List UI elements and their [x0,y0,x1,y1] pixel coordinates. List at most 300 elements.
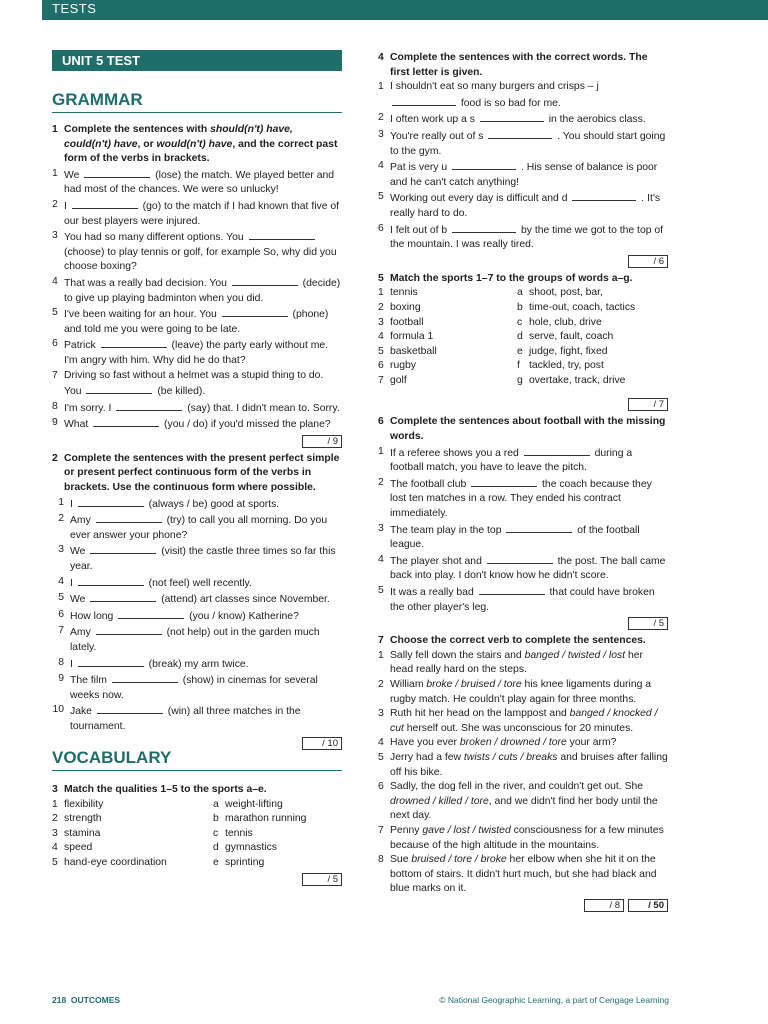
item-text-before: William [390,678,427,690]
item-text-after: . His sense of balance is poor and he can't catch anything! [390,162,658,188]
item-text [390,678,668,707]
match-right [517,286,668,301]
left-column [52,123,342,754]
match-right-text: gymnastics [225,842,277,854]
answer-blank [90,591,156,602]
exercise-1-items [52,167,342,433]
item-text [70,575,342,592]
list-item [378,522,668,553]
match-right-text: tennis [225,827,253,839]
item-number: 6 [58,608,64,620]
item-text [390,190,668,221]
match-left-number: 5 [52,856,58,868]
exercise-5-items [378,286,668,388]
item-text-after: that could have broken the other player's leg. [390,587,655,613]
item-number: 3 [378,128,384,140]
item-number: 3 [58,544,64,556]
match-left-number: 7 [378,374,384,386]
match-right-letter: c [213,827,219,839]
exercise-5-instruction: 5 Match the sports 1–7 to the groups of words a–g. [378,272,633,284]
list-item [52,198,342,229]
verb-choices: broke / bruised / tore [426,678,522,690]
item-text [390,853,668,897]
answer-blank [97,703,163,714]
match-right [517,301,668,316]
item-text-before: You're really out of s [390,130,484,142]
item-number: 8 [58,656,64,668]
item-text-before: I [70,498,73,510]
match-left-number: 4 [378,331,384,343]
item-text [390,780,668,824]
verb-choices: banged / twisted / lost [524,649,626,661]
item-text-before: You had so many different options. You [64,232,244,244]
item-text-before: The film [70,675,107,687]
item-text-after: (you / know) Katherine? [189,610,299,622]
book-title: OUTCOMES [70,995,121,1005]
item-text-before: Amy [70,627,91,639]
item-number: 2 [378,678,384,690]
item-text [70,703,342,734]
answer-blank [118,608,184,619]
answer-blank [524,445,590,456]
list-item [52,275,342,306]
exercise-6-items [378,445,668,616]
exercise-6 [378,415,668,630]
list-item [52,512,342,543]
item-text-before: The team play in the top [390,524,502,536]
item-text-after: (win) all three matches in the tournament. [70,706,301,732]
answer-blank [249,229,315,240]
item-number: 8 [378,854,384,866]
item-text-after: the post. The ball came back into play. I don't know how he didn't score. [390,555,666,582]
item-number: 1 [378,445,384,457]
item-text-after: his knee ligaments during a rugby match. He couldn't play again for three months. [390,678,652,705]
header-tab-label: TESTS [52,1,97,16]
match-left-number: 1 [52,798,58,810]
match-right-letter: a [517,287,523,299]
item-number: 10 [52,704,64,716]
match-left [378,374,517,389]
exercise-1-instruction: 1 Complete the sentences with should(n't) have, could(n't) have, or would(n't) have, and the correct past form of the verbs in brackets. [52,123,342,167]
item-text [64,198,342,229]
item-text-before: Driving so fast without a helmet was a stupid thing to do. You [64,369,324,398]
match-left-number: 4 [52,842,58,854]
item-number: 3 [378,522,384,534]
header-bar [42,0,768,20]
item-number: 9 [52,417,58,429]
item-number: 1 [58,496,64,508]
match-left-number: 3 [52,827,58,839]
answer-blank [572,190,636,201]
item-number: 6 [378,781,384,793]
match-row [378,330,668,345]
exercise-6-instruction: 6 Complete the sentences about football with the missing words. [378,416,666,443]
exercise-3-score: / 5 [302,873,342,886]
item-text [70,656,342,673]
answer-blank [392,95,456,106]
item-text-before: Jake [70,706,92,718]
item-text [390,584,668,615]
item-text-before: The football club [390,478,467,490]
item-text-before: I've been waiting for an hour. You [64,309,217,321]
item-text [390,445,668,476]
list-item [52,400,342,417]
item-text-after: herself out. She was unconscious for 20 minutes. [403,722,634,734]
match-left-text: tennis [390,287,418,299]
exercise-4-items [378,80,668,253]
item-text-after: (decide) to give up playing badminton when you did. [64,277,341,304]
match-left-number: 2 [378,301,384,313]
list-item [378,80,668,111]
right-column [378,51,668,916]
item-text-before: I [70,577,73,589]
list-item [378,736,668,751]
item-text [70,591,342,608]
item-text-before: Sue [390,854,412,866]
item-text-after: (you / do) if you'd missed the plane? [164,419,331,431]
item-text-after: (choose) to play tennis or golf, for example So, why did you choose boxing? [64,246,337,273]
item-number: 6 [378,222,384,234]
item-number: 4 [378,737,384,749]
match-right [213,827,342,842]
match-right-letter: a [213,798,219,810]
item-text-after: (visit) the castle three times so far this year. [70,546,336,573]
answer-blank [78,496,144,507]
item-number: 7 [52,369,58,381]
match-right-letter: g [517,374,523,386]
match-left [378,286,517,301]
match-right-letter: d [517,331,523,343]
item-text-after: (not help) out in the garden much lately. [70,627,320,653]
item-number: 2 [52,198,58,210]
match-left-text: football [390,316,424,328]
answer-blank [452,159,516,170]
match-right [517,345,668,360]
answer-blank [506,522,572,533]
item-text-before: Ruth hit her head on the lamppost and [390,708,570,720]
match-left [52,856,213,871]
exercise-2 [52,452,342,750]
item-text-after: (show) in cinemas for several weeks now. [70,675,318,701]
item-text [390,128,668,159]
list-item [378,853,668,897]
match-row [52,841,342,856]
match-row [378,374,668,389]
exercise-7-score: / 8 [584,899,624,912]
match-right-text: weight-lifting [225,798,283,810]
list-item [378,159,668,190]
item-text-before: Pat is very u [390,162,448,174]
match-left [378,359,517,374]
item-text-after: her elbow when she hit it on the bottom of stairs. It didn't hurt much, but she had black and blue marks on it. [390,854,657,895]
match-right-text: serve, fault, coach [529,331,614,343]
item-text-after: (lose) the match. We played better and had most of the chances. We were so unlucky! [64,169,335,196]
item-number: 5 [378,751,384,763]
vocabulary-heading: VOCABULARY [52,748,342,771]
list-item [378,190,668,221]
match-left-text: golf [390,374,407,386]
answer-blank [222,306,288,317]
list-item [52,703,342,734]
item-text-after: during a football match, you have to leave the pitch. [390,447,633,474]
item-text-after: your arm? [566,737,617,749]
match-row [378,286,668,301]
item-text-after: (always / be) good at sports. [148,498,280,510]
item-text-before: We [70,594,86,606]
verb-choices: broken / drowned / tore [459,737,567,749]
match-left [52,827,213,842]
list-item [378,707,668,736]
footer-page [52,995,120,1005]
item-number: 3 [378,708,384,720]
item-text-after: and bruises after falling off his bike. [390,751,668,778]
item-text-after: . You should start going to the gym. [390,130,666,157]
match-right-letter: d [213,842,219,854]
item-number: 2 [378,476,384,488]
item-number: 4 [378,160,384,172]
item-number: 7 [58,625,64,637]
match-right [213,812,342,827]
item-text [70,496,342,513]
exercise-7-instruction: 7 Choose the correct verb to complete the sentences. [378,635,646,647]
list-item [378,128,668,159]
list-item [378,824,668,853]
list-item [378,445,668,476]
answer-blank [116,400,182,411]
exercise-3-instruction: 3 Match the qualities 1–5 to the sports a–e. [52,784,267,795]
match-left [378,345,517,360]
answer-blank [90,543,156,554]
item-text [70,512,342,543]
item-text [390,159,668,190]
exercise-7-items [378,649,668,897]
exercise-4-instruction: 4 Complete the sentences with the correct words. The first letter is given. [378,52,648,78]
match-right-letter: e [213,856,219,868]
item-text-after: , and we didn't find her body until the next day. [390,795,658,822]
match-left [378,316,517,331]
item-number: 8 [52,400,58,412]
list-item [52,229,342,275]
item-number: 4 [52,275,58,287]
item-text [64,275,342,306]
item-text-after: (leave) the party early without me. I'm angry with him. Why did he do that? [64,340,329,366]
item-text-before: Have you ever [390,737,460,749]
item-text [70,543,342,574]
answer-blank [487,553,553,564]
match-left-text: speed [64,842,93,854]
item-text-before: It was a really bad [390,587,474,598]
grammar-heading: GRAMMAR [52,90,342,113]
match-left-text: stamina [64,827,101,839]
list-item [52,369,342,400]
item-text-before: Sally fell down the stairs and [390,649,525,661]
item-number: 4 [378,553,384,565]
item-text-before: How long [70,610,114,622]
list-item [52,416,342,433]
match-left-number: 6 [378,360,384,372]
answer-blank [78,656,144,667]
exercise-4 [378,51,668,268]
item-text-before: I [70,658,73,670]
item-text-before: If a referee shows you a red [390,447,519,459]
match-row [52,856,342,871]
match-right-letter: f [517,360,520,372]
verb-choices: drowned / killed / tore [390,795,489,807]
list-item [52,624,342,655]
answer-blank [84,167,150,178]
item-text [390,553,668,584]
item-text-after: (try) to call you all morning. Do you ever answer your phone? [70,515,328,541]
item-text-before: That was a really bad decision. You [64,277,227,289]
item-text [390,649,668,678]
item-text [70,608,342,625]
item-text [390,111,668,128]
list-item [378,553,668,584]
list-item [52,337,342,368]
item-text-before: What [64,419,89,431]
match-left-number: 5 [378,345,384,357]
match-right [517,316,668,331]
answer-blank [96,624,162,635]
item-number: 7 [378,824,384,836]
item-text-after: in the aerobics class. [548,114,646,126]
list-item [378,476,668,522]
exercise-2-score: / 10 [302,737,342,750]
item-text-before: I felt out of b [390,224,448,236]
exercise-1-score: / 9 [302,435,342,448]
match-left [52,812,213,827]
answer-blank [112,672,178,683]
item-text-after: the coach because they lost ten matches in a row. They ended his contract immediately. [390,478,652,520]
item-text-after: (attend) art classes since November. [161,594,330,606]
item-text-after: (break) my arm twice. [148,658,249,670]
match-right-text: marathon running [225,813,307,825]
item-text-after: consciousness for a few minutes because of the high altitude in the mountains. [390,824,664,851]
verb-choices: gave / lost / twisted [422,824,511,836]
match-row [52,827,342,842]
list-item [52,672,342,703]
exercise-2-instruction: 2 Complete the sentences with the present perfect simple or present perfect continuous form of the verbs in brackets. Use the continuous form where possible. [52,452,340,494]
answer-blank [86,383,152,394]
item-number: 9 [58,673,64,685]
item-text-after: by the time we got to the top of the mountain. I was really tired. [390,224,664,251]
match-right-text: shoot, post, bar, [529,287,603,299]
item-number: 1 [378,81,384,93]
item-number: 5 [58,592,64,604]
match-right-letter: b [213,813,219,825]
answer-blank [480,111,544,122]
match-row [378,301,668,316]
item-text-after: (not feel) well recently. [148,577,252,589]
list-item [378,780,668,824]
item-number: 4 [58,575,64,587]
item-text-after: her head really hard on the steps. [390,649,643,676]
item-text-after: of the football league. [390,524,640,551]
list-item [52,591,342,608]
match-left-text: boxing [390,301,421,313]
match-left-number: 1 [378,287,384,299]
match-left [378,301,517,316]
match-right-letter: e [517,345,523,357]
list-item [378,649,668,678]
page-number: 218 [52,995,67,1005]
list-item [52,306,342,337]
item-text-before: Penny [390,824,423,836]
item-text [64,306,342,337]
item-number: 6 [52,338,58,350]
list-item [52,543,342,574]
exercise-5 [378,272,668,412]
exercise-1 [52,123,342,448]
answer-blank [479,584,545,595]
list-item [378,111,668,128]
exercise-7 [378,634,668,912]
match-right-text: overtake, track, drive [529,374,626,386]
answer-blank [452,222,516,233]
item-text [64,416,342,433]
item-text-before: Jerry had a few [390,751,464,763]
item-text [64,400,342,417]
match-right-letter: b [517,301,523,313]
answer-blank [488,128,552,139]
item-text-after: . It's really hard to do. [390,193,661,219]
item-text-after: (be killed). [157,386,206,398]
verb-choices: banged / knocked / cut [390,708,658,734]
item-text-before: The player shot and [390,555,482,567]
match-right-text: time-out, coach, tactics [529,301,636,313]
match-right-letter: c [517,316,523,328]
list-item [378,222,668,253]
list-item [378,584,668,615]
list-item [378,751,668,780]
item-text-before: Amy [70,515,91,527]
item-text-after: food is so bad for me. [460,97,561,109]
answer-blank [72,198,138,209]
match-right [213,841,342,856]
item-text [390,222,668,253]
item-number: 1 [378,649,384,661]
match-left [378,330,517,345]
item-text-before: We [70,546,86,558]
match-left-number: 3 [378,316,384,328]
match-left-text: flexibility [64,798,104,810]
item-text-before: I [64,200,67,212]
item-number: 5 [52,307,58,319]
match-row [52,798,342,813]
answer-blank [78,575,144,586]
match-left-text: strength [64,813,102,825]
exercise-3 [52,783,342,890]
match-right [213,856,342,871]
match-row [378,359,668,374]
item-text-after: (go) to the match if I had known that five of our best players were injured. [64,200,340,227]
item-number: 5 [378,585,384,596]
match-left [52,798,213,813]
exercise-3-items [52,798,342,871]
match-left-text: formula 1 [390,331,434,343]
match-right [517,359,668,374]
item-text-before: I often work up a s [390,114,475,126]
match-left-number: 2 [52,813,58,825]
exercise-2-items [52,496,342,735]
item-number: 5 [378,191,384,203]
answer-blank [471,476,537,487]
match-row [378,345,668,360]
match-left-text: basketball [390,345,437,357]
item-text [390,476,668,522]
item-text-after: (phone) and told me you were going to be late. [64,309,329,335]
match-right [517,374,668,389]
